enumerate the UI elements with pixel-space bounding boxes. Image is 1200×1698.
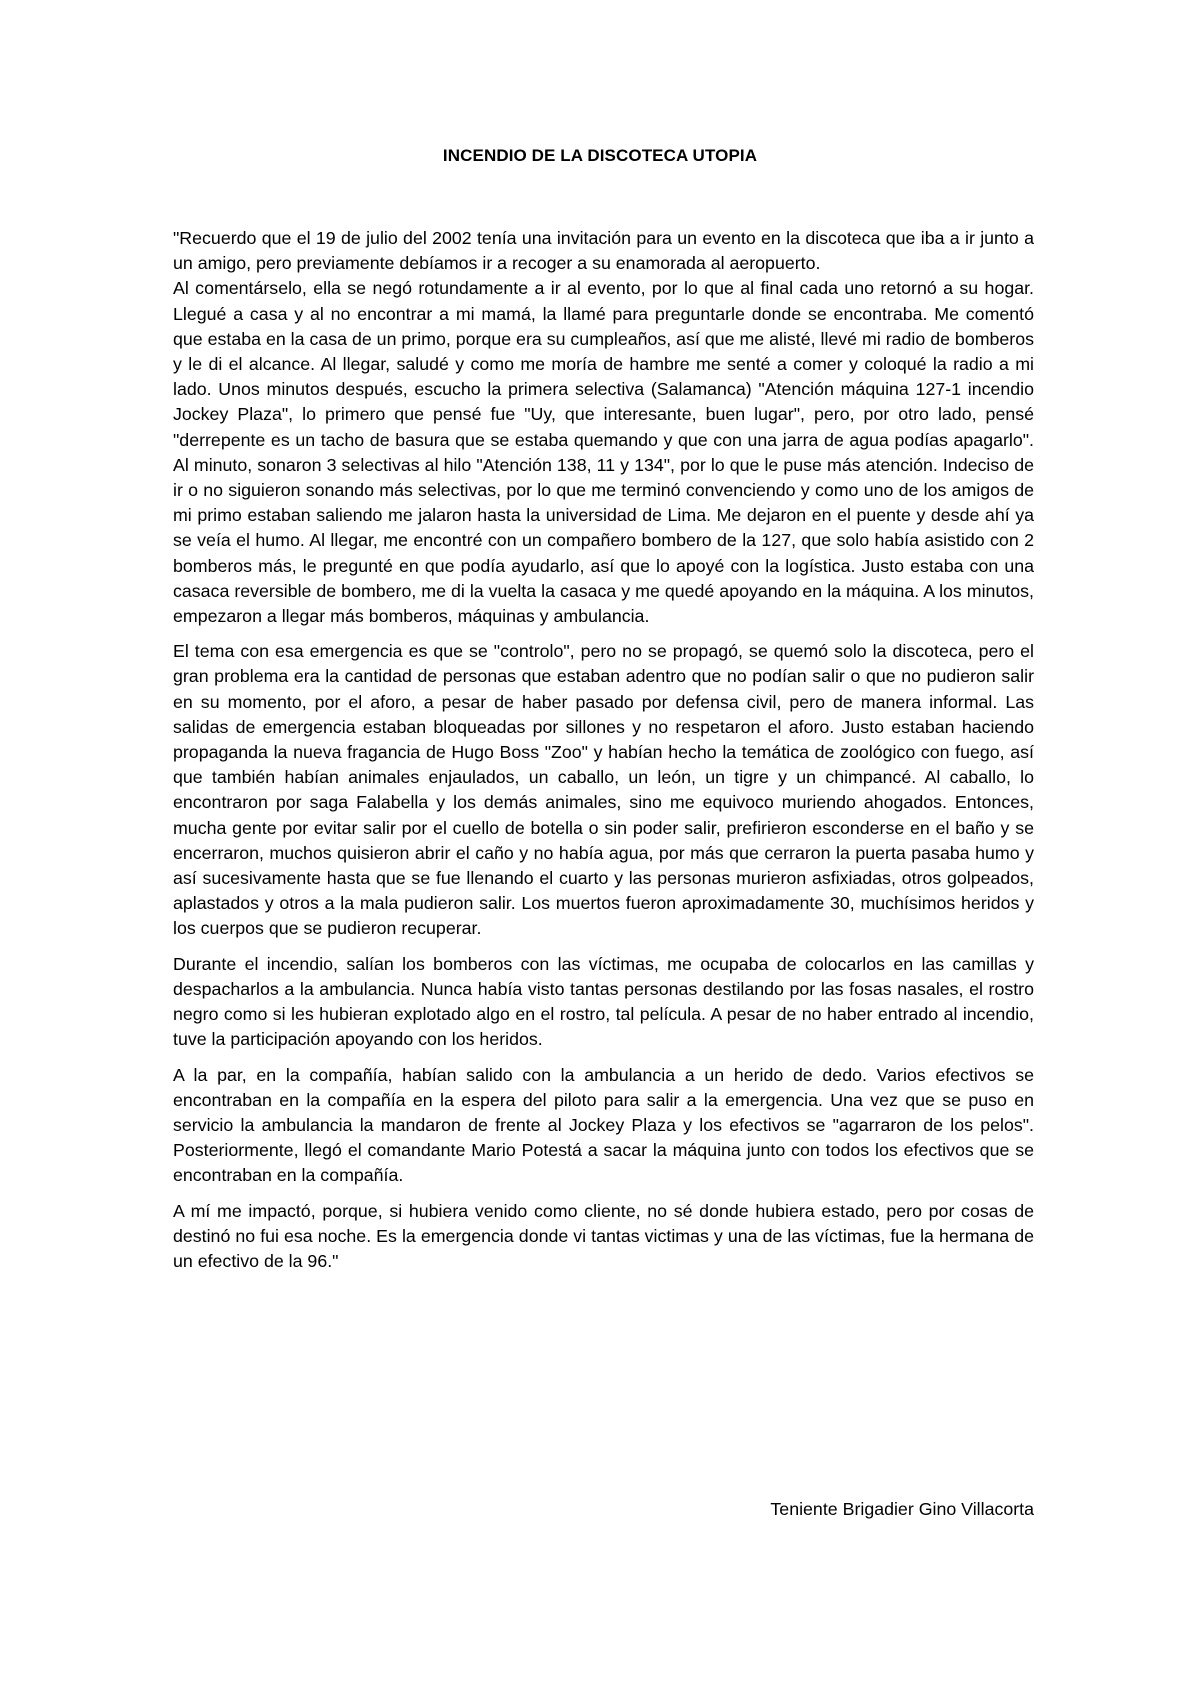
document-title: INCENDIO DE LA DISCOTECA UTOPIA — [442, 146, 758, 165]
paragraph-5: A la par, en la compañía, habían salido con la ambulancia a un herido de dedo. Varios efectivos se encontraban en la compañía en la espera del piloto para salir a la emergencia. Una vez que se puso en servicio la ambulancia la mandaron de frente al Jockey Plaza y los efectivos se "agarraron de los pelos". Posteriormente, llegó el comandante Mario Potestá a sacar la máquina junto con todos los efectivos que se encontraban en la compañía. — [173, 1064, 1034, 1186]
signature: Teniente Brigadier Gino Villacorta — [770, 1499, 1034, 1519]
paragraph-1: "Recuerdo que el 19 de julio del 2002 tenía una invitación para un evento en la discoteca que iba a ir junto a un amigo, pero previamente debíamos ir a recoger a su enamorada al aeropuerto. — [173, 228, 1034, 274]
paragraph-6: A mí me impactó, porque, si hubiera venido como cliente, no sé donde hubiera estado, pero por cosas de destinó no fui esa noche. Es la emergencia donde vi tantas victimas y una de las víctimas, fue la hermana de un efectivo de la 96." — [173, 1200, 1034, 1271]
paragraph-2: Al comentárselo, ella se negó rotundamente a ir al evento, por lo que al final cada uno retornó a su hogar. Llegué a casa y al no encontrar a mi mamá, la llamé para preguntarle donde se encontraba. Me comentó que estaba en la casa de un primo, porque era su cumpleaños, así que me alisté, llevé mi radio de bomberos y le di el alcance. Al llegar, saludé y como me moría de hambre me senté a comer y coloqué la radio a mi lado. Unos minutos después, escucho la primera selectiva (Salamanca) "Atención máquina 127-1 incendio Jockey Plaza", lo primero que pensé fue "Uy, que interesante, buen lugar", pero, por otro lado, pensé "derrepente es un tacho de basura que se estaba quemando y que con una jarra de agua podías apagarlo". Al minuto, sonaron 3 selectivas al hilo "Atención 138, 11 y 134", por lo que le puse más atención. Indeciso de ir o no siguieron sonando más selectivas, por lo que me terminó convenciendo y como uno de los amigos de mi primo estaban saliendo me jalaron hasta la universidad de Lima. Me dejaron en el puente y desde ahí ya se veía el humo. Al llegar, me encontré con un compañero bombero de la 127, que solo había asistido con 2 bomberos más, le pregunté en que podía ayudarlo, así que lo apoyé con la logística. Justo estaba con una casaca reversible de bombero, me di la vuelta la casaca y me quedé apoyando en la máquina. A los minutos, empezaron a llegar más bomberos, máquinas y ambulancia. — [173, 278, 1034, 627]
paragraph-3: El tema con esa emergencia es que se "controlo", pero no se propagó, se quemó solo la discoteca, pero el gran problema era la cantidad de personas que estaban adentro que no podían salir o que no pudieron salir en su momento, por el aforo, a pesar de haber pasado por defensa civil, pero de manera informal. Las salidas de emergencia estaban bloqueadas por sillones y no respetaron el aforo. Justo estaban haciendo propaganda la nueva fragancia de Hugo Boss "Zoo" y habían hecho la temática de zoológico con fuego, así que también habían animales enjaulados, un caballo, un león, un tigre y un chimpancé. Al caballo, lo encontraron por saga Falabella y los demás animales, sino me equivoco muriendo ahogados. Entonces, mucha gente por evitar salir por el cuello de botella o sin poder salir, prefirieron esconderse en el baño y se encerraron, muchos quisieron abrir el caño y no había agua, por más que cerraron la puerta pasaba humo y así sucesivamente hasta que se fue llenando el cuarto y las personas murieron asfixiadas, otros golpeados, aplastados y otros a la mala pudieron salir. Los muertos fueron aproximadamente 30, muchísimos heridos y los cuerpos que se pudieron recuperar. — [173, 641, 1034, 939]
paragraph-4: Durante el incendio, salían los bomberos con las víctimas, me ocupaba de colocarlos en las camillas y despacharlos a la ambulancia. Nunca había visto tantas personas destilando por las fosas nasales, el rostro negro como si les hubieran explotado algo en el rostro, tal película. A pesar de no haber entrado al incendio, tuve la participación apoyando con los heridos. — [173, 953, 1034, 1050]
document-body — [173, 226, 1034, 1284]
